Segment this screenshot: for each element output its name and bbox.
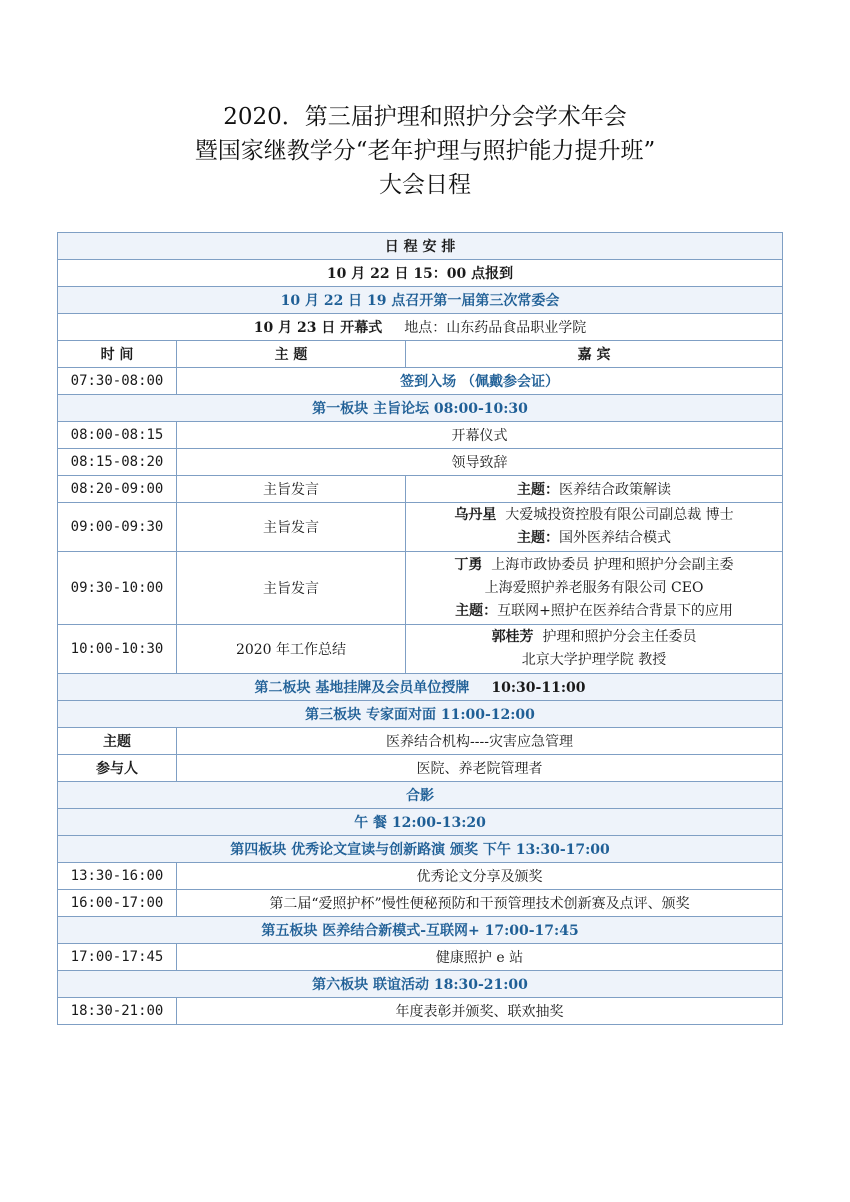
speaker-name: 乌丹星: [454, 507, 497, 523]
guest-cell: [406, 503, 783, 552]
speaker-name: 郭桂芳: [491, 629, 534, 645]
block-2-name: 第二板块 基地挂牌及会员单位授牌: [254, 680, 470, 696]
time-cell: 10:00-10:30: [58, 625, 177, 674]
block-1-title: 第一板块 主旨论坛 08:00-10:30: [58, 395, 783, 422]
subject-text: 医养结合政策解读: [559, 482, 672, 498]
schedule-header: 日 程 安 排: [58, 233, 783, 260]
table-row: [58, 728, 783, 755]
title-line-1: 2020．第三届护理和照护分会学术年会: [223, 104, 627, 130]
table-row: [58, 503, 783, 552]
table-row: [58, 701, 783, 728]
speaker-affiliation: 上海爱照护养老服务有限公司 CEO: [484, 579, 704, 596]
table-row: [58, 890, 783, 917]
speaker-title: 护理和照护分会主任委员: [542, 629, 697, 645]
topic-cell: 主旨发言: [177, 476, 406, 503]
participant-label: 参与人: [58, 755, 177, 782]
speaker-title: 大爱城投资控股有限公司副总裁 博士: [505, 507, 734, 523]
session-text: 优秀论文分享及颁奖: [177, 863, 783, 890]
opening-location: 地点：山东药品食品职业学院: [404, 320, 587, 336]
guest-cell: [406, 552, 783, 625]
speaker-name: 丁勇: [454, 556, 483, 573]
topic-cell: 主旨发言: [177, 552, 406, 625]
table-row: [58, 755, 783, 782]
table-row: [58, 917, 783, 944]
time-cell: 16:00-17:00: [58, 890, 177, 917]
session-text: 第二届“爱照护杯”慢性便秘预防和干预管理技术创新赛及点评、颁奖: [177, 890, 783, 917]
column-header-row: [58, 341, 783, 368]
subject-label: 主题：: [517, 530, 560, 546]
lunch-break: 午 餐 12:00-13:20: [58, 809, 783, 836]
opening-info: [58, 314, 783, 341]
time-cell: 09:00-09:30: [58, 503, 177, 552]
block-2-title: [58, 674, 783, 701]
subject-text: 互联网+照护在医养结合背景下的应用: [497, 602, 733, 619]
table-row: [58, 368, 783, 395]
title-line-2: 暨国家继教学分“老年护理与照护能力提升班”: [194, 138, 656, 164]
table-row: [58, 998, 783, 1025]
topic-cell: 2020 年工作总结: [177, 625, 406, 674]
leader-speech: 领导致辞: [177, 449, 783, 476]
speaker-title: 上海市政协委员 护理和照护分会副主委: [491, 556, 734, 573]
col-header-time: 时 间: [58, 341, 177, 368]
group-photo: 合影: [58, 782, 783, 809]
table-row: [58, 782, 783, 809]
block-2-time: 10:30-11:00: [491, 680, 586, 696]
time-cell: 18:30-21:00: [58, 998, 177, 1025]
time-cell: 08:00-08:15: [58, 422, 177, 449]
guest-cell: [406, 476, 783, 503]
table-row: [58, 314, 783, 341]
table-row: [58, 395, 783, 422]
table-row: [58, 674, 783, 701]
time-cell: 08:15-08:20: [58, 449, 177, 476]
schedule-table: [57, 232, 783, 1025]
col-header-guest: 嘉 宾: [406, 341, 783, 368]
time-cell: 13:30-16:00: [58, 863, 177, 890]
participant-value: 医院、养老院管理者: [177, 755, 783, 782]
speaker-affiliation: 北京大学护理学院 教授: [521, 652, 667, 668]
opening-date: 10 月 23 日 开幕式: [253, 320, 383, 336]
checkin-notice: 10 月 22 日 15：00 点报到: [58, 260, 783, 287]
time-cell: 17:00-17:45: [58, 944, 177, 971]
document-title: [0, 100, 850, 202]
title-line-3: 大会日程: [379, 172, 471, 198]
table-row: [58, 449, 783, 476]
opening-ceremony: 开幕仪式: [177, 422, 783, 449]
table-row: [58, 422, 783, 449]
table-row: [58, 863, 783, 890]
topic-cell: 主旨发言: [177, 503, 406, 552]
guest-cell: [406, 625, 783, 674]
subject-label: 主题：: [517, 482, 560, 498]
topic-label: 主题: [58, 728, 177, 755]
table-row: [58, 260, 783, 287]
session-text: 年度表彰并颁奖、联欢抽奖: [177, 998, 783, 1025]
table-row: [58, 233, 783, 260]
block-4-title: 第四板块 优秀论文宣读与创新路演 颁奖 下午 13:30-17:00: [58, 836, 783, 863]
table-row: [58, 836, 783, 863]
subject-text: 国外医养结合模式: [559, 530, 672, 546]
time-cell: 08:20-09:00: [58, 476, 177, 503]
table-row: [58, 625, 783, 674]
time-cell: 07:30-08:00: [58, 368, 177, 395]
table-row: [58, 944, 783, 971]
table-row: [58, 552, 783, 625]
block-3-title: 第三板块 专家面对面 11:00-12:00: [58, 701, 783, 728]
subject-label: 主题：: [455, 602, 498, 619]
col-header-topic: 主 题: [177, 341, 406, 368]
committee-meeting: 10 月 22 日 19 点召开第一届第三次常委会: [58, 287, 783, 314]
table-row: [58, 809, 783, 836]
table-row: [58, 971, 783, 998]
checkin-text: 签到入场 （佩戴参会证）: [177, 368, 783, 395]
topic-value: 医养结合机构----灾害应急管理: [177, 728, 783, 755]
table-row: [58, 287, 783, 314]
time-cell: 09:30-10:00: [58, 552, 177, 625]
block-5-title: 第五板块 医养结合新模式-互联网+ 17:00-17:45: [58, 917, 783, 944]
session-text: 健康照护 e 站: [177, 944, 783, 971]
table-row: [58, 476, 783, 503]
block-6-title: 第六板块 联谊活动 18:30-21:00: [58, 971, 783, 998]
